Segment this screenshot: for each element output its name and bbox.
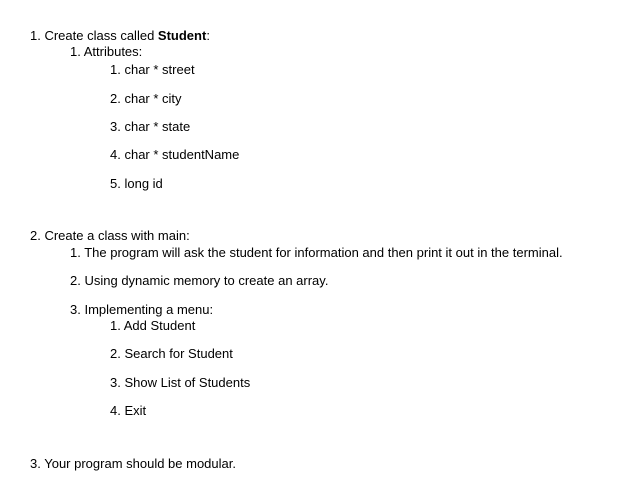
attribute-item-city <box>110 91 182 107</box>
list-number: 1. <box>110 318 121 333</box>
menu-item-search-student <box>110 346 233 362</box>
list-item-create-main-class <box>30 228 190 244</box>
list-item-dynamic-memory <box>70 273 328 289</box>
menu-item-add-student <box>110 318 195 334</box>
list-number: 3. <box>110 375 121 390</box>
list-text: Create a class with main: <box>44 228 190 243</box>
list-number: 3. <box>70 302 81 317</box>
menu-text: Exit <box>124 403 147 418</box>
attribute-text: long id <box>124 176 163 191</box>
list-text: Implementing a menu: <box>84 302 214 317</box>
list-number: 1. <box>30 28 41 43</box>
attribute-text: char * state <box>124 119 191 134</box>
list-text: Your program should be modular. <box>44 456 236 471</box>
list-number: 4. <box>110 147 121 162</box>
list-text: Attributes: <box>83 44 143 59</box>
list-text-suffix: : <box>206 28 210 43</box>
attribute-text: char * city <box>124 91 182 106</box>
list-text: Create class called <box>44 28 158 43</box>
list-number: 2. <box>30 228 41 243</box>
list-number: 2. <box>110 346 121 361</box>
list-item-attributes <box>70 44 142 60</box>
menu-item-exit <box>110 403 146 419</box>
menu-item-show-list <box>110 375 250 391</box>
attribute-item-student-name <box>110 147 239 163</box>
list-number: 2. <box>110 91 121 106</box>
menu-text: Show List of Students <box>124 375 251 390</box>
list-item-ask-student <box>70 245 563 261</box>
list-number: 5. <box>110 176 121 191</box>
list-number: 1. <box>110 62 121 77</box>
list-number: 3. <box>110 119 121 134</box>
list-text: Using dynamic memory to create an array. <box>84 273 329 288</box>
list-number: 3. <box>30 456 41 471</box>
menu-text: Search for Student <box>124 346 233 361</box>
attribute-item-street <box>110 62 195 78</box>
attribute-text: char * street <box>124 62 195 77</box>
attribute-item-state <box>110 119 190 135</box>
list-number: 1. <box>70 44 81 59</box>
list-text: The program will ask the student for information and then print it out in the terminal. <box>84 245 563 260</box>
list-item-modular <box>30 456 236 472</box>
attribute-item-id <box>110 176 163 192</box>
list-number: 1. <box>70 245 81 260</box>
menu-text: Add Student <box>123 318 196 333</box>
class-name: Student <box>157 28 207 43</box>
attribute-text: char * studentName <box>124 147 240 162</box>
list-number: 4. <box>110 403 121 418</box>
list-item-menu <box>70 302 213 318</box>
list-item-create-student-class <box>30 28 210 44</box>
list-number: 2. <box>70 273 81 288</box>
